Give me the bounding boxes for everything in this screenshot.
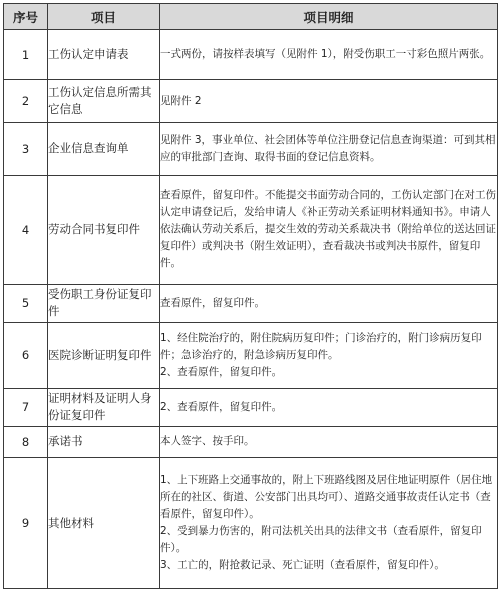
row-detail <box>160 426 498 457</box>
table-row <box>4 323 498 388</box>
detail-line: 1、上下班路上交通事故的，附上下班路线图及居住地证明原件（居住地所在的社区、街道、公安部门出具均可）、道路交通事故责任认定书（查看原件，留复印件）。 <box>160 474 493 520</box>
table-row <box>4 458 498 589</box>
row-number: 8 <box>4 426 48 457</box>
row-item: 工伤认定申请表 <box>48 30 160 80</box>
header-item: 项目 <box>48 4 160 30</box>
row-detail <box>160 30 498 80</box>
row-detail <box>160 176 498 285</box>
row-number: 4 <box>4 176 48 285</box>
detail-line: 1、经住院治疗的，附住院病历复印件；门诊治疗的，附门诊病历复印件；急诊治疗的，附急诊病历复印件。 <box>160 331 482 361</box>
table-header-row <box>4 4 498 30</box>
row-number: 5 <box>4 284 48 322</box>
row-item: 工伤认定信息所需其它信息 <box>48 80 160 122</box>
detail-line: 一式两份，请按样表填写（见附件 1），附受伤职工一寸彩色照片两张。 <box>160 48 491 61</box>
row-number: 9 <box>4 458 48 589</box>
detail-line: 本人签字、按手印。 <box>160 435 255 448</box>
header-item-detail: 项目明细 <box>160 4 498 30</box>
row-item: 受伤职工身份证复印件 <box>48 284 160 322</box>
row-number: 3 <box>4 122 48 175</box>
table-row <box>4 80 498 122</box>
row-item: 其他材料 <box>48 458 160 589</box>
table-row <box>4 284 498 322</box>
detail-line: 2、受到暴力伤害的，附司法机关出具的法律文书（查看原件，留复印件）。 <box>160 525 482 554</box>
detail-line: 3、工亡的，附抢救记录、死亡证明（查看原件，留复印件）。 <box>160 559 445 571</box>
row-item: 企业信息查询单 <box>48 122 160 175</box>
detail-line: 2、查看原件，留复印件。 <box>160 365 283 378</box>
row-number: 6 <box>4 323 48 388</box>
row-detail <box>160 388 498 426</box>
detail-line: 2、查看原件，留复印件。 <box>160 400 283 413</box>
row-detail <box>160 122 498 175</box>
row-detail <box>160 80 498 122</box>
table-row <box>4 176 498 285</box>
row-detail <box>160 458 498 589</box>
row-number: 1 <box>4 30 48 80</box>
row-item: 医院诊断证明复印件 <box>48 323 160 388</box>
detail-line: 查看原件，留复印件。 <box>160 296 265 309</box>
row-number: 7 <box>4 388 48 426</box>
row-number: 2 <box>4 80 48 122</box>
table-row <box>4 426 498 457</box>
detail-line: 查看原件，留复印件。不能提交书面劳动合同的，工伤认定部门在对工伤认定申请登记后，发给申请人《补正劳动关系证明材料通知书》。申请人依法确认劳动关系后，提交生效的劳动关系裁决书（附给单位的送达回证复印件）或判决书（附生效证明），查看裁决书或判决书原件，留复印件。 <box>160 189 496 270</box>
detail-line: 见附件 2 <box>160 94 202 107</box>
table-row <box>4 30 498 80</box>
row-detail <box>160 284 498 322</box>
detail-line: 见附件 3，事业单位、社会团体等单位注册登记信息查询渠道：可到其相应的审批部门查询、取得书面的登记信息资料。 <box>160 133 496 163</box>
row-item: 证明材料及证明人身份证复印件 <box>48 388 160 426</box>
row-detail <box>160 323 498 388</box>
table-row <box>4 122 498 175</box>
table-row <box>4 388 498 426</box>
header-serial-number: 序号 <box>4 4 48 30</box>
materials-table <box>3 3 498 589</box>
row-item: 劳动合同书复印件 <box>48 176 160 285</box>
row-item: 承诺书 <box>48 426 160 457</box>
